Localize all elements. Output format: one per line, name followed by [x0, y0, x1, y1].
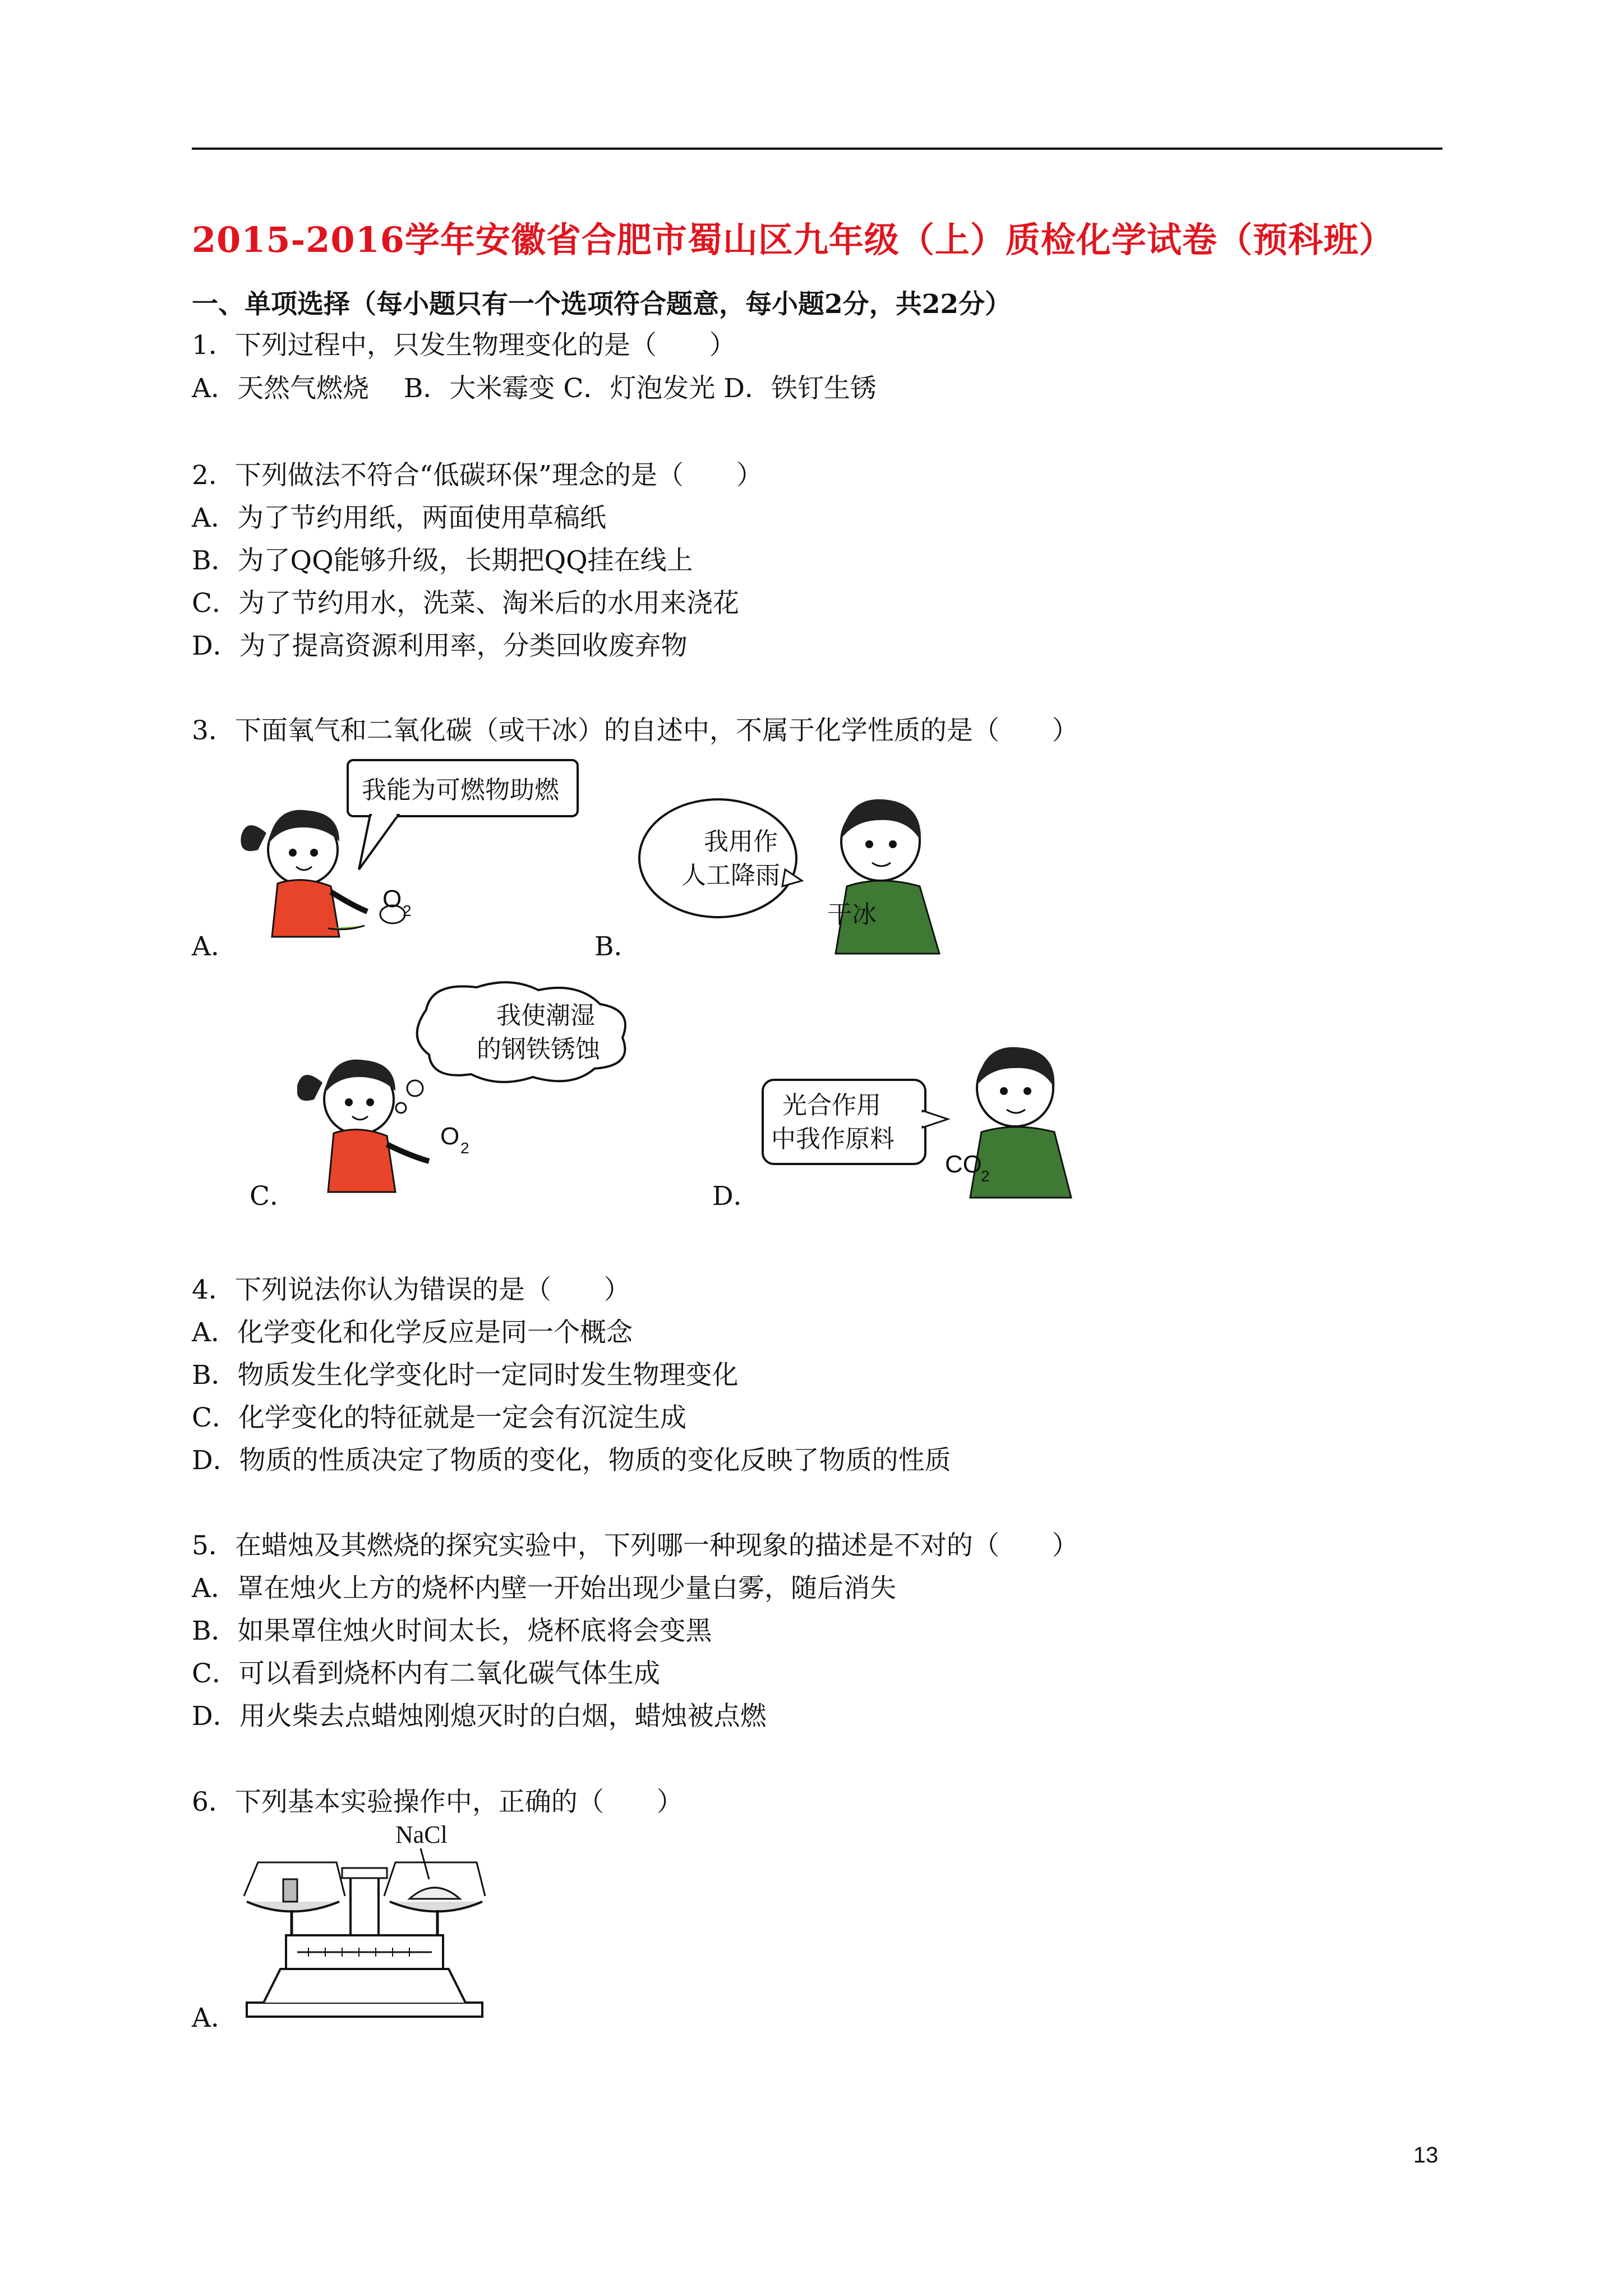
bubble-c-line2: 的钢铁锈蚀 — [477, 1035, 600, 1064]
thought-cloud — [417, 982, 625, 1082]
page-title: 2015-2016学年安徽省合肥市蜀山区九年级（上）质检化学试卷（预科班） — [192, 219, 1394, 260]
q3-label-c: C． — [250, 1181, 296, 1212]
q5-option-d: D．用火柴去点蜡烛刚熄灭时的白烟，蜡烛被点燃 — [192, 1701, 767, 1732]
o2-label-a: O — [382, 885, 402, 913]
bubble-c-line1: 我使潮湿 — [496, 1001, 595, 1030]
q4-option-d: D．物质的性质决定了物质的变化，物质的变化反映了物质的性质 — [192, 1445, 951, 1476]
speech-bubble-tail — [923, 1111, 948, 1128]
q3-figure-d — [751, 1032, 1122, 1200]
q5-stem: 5．在蜡烛及其燃烧的探究实验中，下列哪一种现象的描述是不对的（ ） — [192, 1530, 1078, 1561]
q6-figure-balance — [236, 1818, 494, 2025]
q2-option-b: B．为了QQ能够升级，长期把QQ挂在线上 — [192, 545, 693, 576]
q3-stem: 3．下面氧气和二氧化碳（或干冰）的自述中，不属于化学性质的是（ ） — [192, 715, 1078, 746]
q6-label-a: A． — [192, 2003, 237, 2033]
section-heading: 一、单项选择（每小题只有一个选项符合题意，每小题2分，共22分） — [192, 289, 1012, 320]
q3-label-a: A． — [192, 931, 237, 962]
left-pan — [247, 1902, 339, 1912]
speech-bubble-tail — [359, 815, 398, 869]
balance-pillar — [351, 1874, 379, 1935]
q5-option-a: A．罩在烛火上方的烧杯内壁一开始出现少量白雾，随后消失 — [192, 1573, 896, 1604]
salt-pile — [409, 1888, 460, 1899]
co2-label: CO — [945, 1151, 982, 1178]
girl-figure — [241, 810, 367, 937]
q2-option-d: D．为了提高资源利用率，分类回收废弃物 — [192, 631, 688, 661]
bubble-a-text: 我能为可燃物助燃 — [362, 776, 559, 804]
q6-stem: 6．下列基本实验操作中，正确的（ ） — [192, 1787, 683, 1818]
q4-option-c: C．化学变化的特征就是一定会有沉淀生成 — [192, 1402, 686, 1433]
nacl-label: NaCl — [395, 1821, 448, 1848]
bubble-d-line2: 中我作原料 — [771, 1125, 895, 1153]
boy-figure — [836, 799, 939, 954]
q2-option-c: C．为了节约用水，洗菜、淘米后的水用来浇花 — [192, 588, 739, 619]
q2-stem: 2．下列做法不符合“低碳环保”理念的是（ ） — [192, 460, 763, 491]
o2-sub-c: 2 — [460, 1139, 469, 1157]
right-pan — [390, 1902, 482, 1912]
q4-stem: 4．下列说法你认为错误的是（ ） — [192, 1274, 630, 1305]
q1-stem: 1．下列过程中，只发生物理变化的是（ ） — [192, 330, 736, 361]
balance-base — [247, 2003, 482, 2017]
weight-icon — [283, 1879, 297, 1902]
o2-label-c: O — [440, 1122, 460, 1150]
q3-label-b: B． — [594, 931, 640, 962]
q3-figure-a — [236, 749, 594, 956]
bubble-b-line2: 人工降雨 — [681, 861, 780, 890]
header-rule — [192, 148, 1442, 150]
o2-sub-a: 2 — [403, 902, 412, 919]
q1-options: A．天然气燃烧 B．大米霉变 C．灯泡发光 D．铁钉生锈 — [192, 373, 877, 404]
dry-ice-label: 干冰 — [827, 901, 877, 928]
q5-option-c: C．可以看到烧杯内有二氧化碳气体生成 — [192, 1658, 660, 1689]
page-number: 13 — [1413, 2143, 1438, 2168]
bubble-b-line1: 我用作 — [704, 827, 778, 856]
q3-figure-b — [634, 780, 1015, 959]
girl-figure — [297, 1060, 429, 1192]
bubble-d-line1: 光合作用 — [782, 1091, 881, 1120]
q3-figure-c — [297, 976, 701, 1200]
speech-bubble — [639, 799, 796, 917]
co2-sub: 2 — [981, 1167, 990, 1185]
q4-option-a: A．化学变化和化学反应是同一个概念 — [192, 1317, 633, 1348]
q4-option-b: B．物质发生化学变化时一定同时发生物理变化 — [192, 1360, 739, 1391]
q3-label-d: D． — [712, 1181, 760, 1212]
q5-option-b: B．如果罩住烛火时间太长，烧杯底将会变黑 — [192, 1616, 712, 1646]
q2-option-a: A．为了节约用纸，两面使用草稿纸 — [192, 503, 606, 533]
